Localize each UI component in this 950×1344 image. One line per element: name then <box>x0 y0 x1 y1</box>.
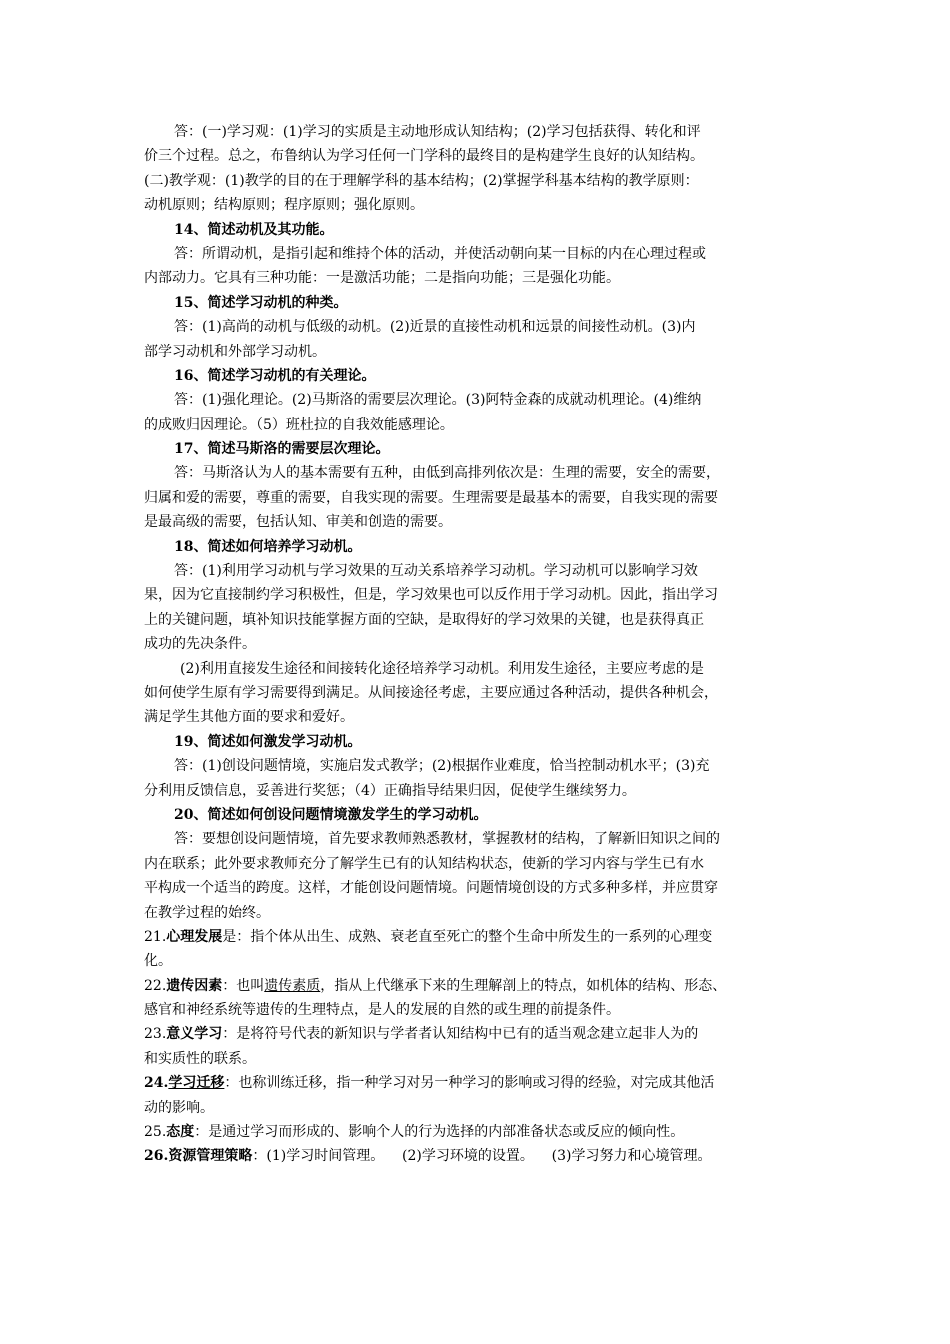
definition-26 <box>144 1144 808 1168</box>
definition-22-term: 遗传因素 <box>166 977 223 994</box>
definition-25-text: ：是通过学习而形成的、影响个人的行为选择的内部准备状态或反应的倾向性。 <box>194 1124 685 1141</box>
answer-19-line-1: 答：(1)创设问题情境，实施启发式教学；(2)根据作业难度，恰当控制动机水平；(3)充 <box>174 758 710 775</box>
definition-22 <box>144 974 808 998</box>
document-page <box>144 120 808 1169</box>
definition-24-number: 24. <box>144 1075 169 1092</box>
answer-15-line-1: 答：(1)高尚的动机与低级的动机。(2)近景的直接性动机和远景的间接性动机。(3)内 <box>174 319 696 336</box>
answer-17-line-1: 答：马斯洛认为人的基本需要有五种，由低到高排列依次是：生理的需要，安全的需要， <box>174 465 720 482</box>
answer-16-line-1: 答：(1)强化理论。(2)马斯洛的需要层次理论。(3)阿特金森的成就动机理论。(4)维纳 <box>174 392 702 409</box>
definition-25-term: 态度 <box>166 1124 195 1141</box>
answer-13-line-1: 答：(一)学习观：(1)学习的实质是主动地形成认知结构；(2)学习包括获得、转化和评 <box>174 124 701 140</box>
definition-25 <box>144 1120 808 1144</box>
definition-22-text: ，指从上代继承下来的生理解剖上的特点，如机体的结构、形态、 <box>320 977 727 994</box>
answer-14-line-2: 内部动力。它具有三种功能：一是激活功能；二是指向功能；三是强化功能。 <box>144 270 620 287</box>
definition-26-text: ：(1)学习时间管理。 (2)学习环境的设置。 (3)学习努力和心境管理。 <box>252 1148 712 1165</box>
question-19-heading: 19、简述如何激发学习动机。 <box>174 733 362 750</box>
answer-13-line-2: 价三个过程。总之，布鲁纳认为学习任何一门学科的最终目的是构建学生良好的认知结构。 <box>144 148 704 165</box>
definition-22-number: 22. <box>144 977 167 994</box>
answer-18-line-3: 上的关键问题，填补知识技能掌握方面的空缺，是取得好的学习效果的关键，也是获得真正 <box>144 611 704 628</box>
answer-20-line-4: 在教学过程的始终。 <box>144 904 270 921</box>
definition-24-term[interactable]: 学习迁移 <box>168 1075 225 1092</box>
definition-21-number: 21. <box>144 928 167 945</box>
definition-24-text: ：也称训练迁移，指一种学习对另一种学习的影响或习得的经验，对完成其他活 <box>224 1075 715 1092</box>
answer-18-line-6: 如何使学生原有学习需要得到满足。从间接途径考虑，主要应通过各种活动，提供各种机会， <box>144 684 718 701</box>
definition-24 <box>144 1071 808 1095</box>
definition-22-cont: 感官和神经系统等遗传的生理特点，是人的发展的自然的或生理的前提条件。 <box>144 1002 620 1019</box>
answer-13-line-4: 动机原则；结构原则；程序原则；强化原则。 <box>144 197 424 214</box>
answer-18-line-2: 果，因为它直接制约学习积极性，但是，学习效果也可以反作用于学习动机。因此，指出学习 <box>144 587 718 604</box>
answer-20-line-1: 答：要想创设问题情境，首先要求教师熟悉教材，掌握教材的结构，了解新旧知识之间的 <box>174 831 720 848</box>
question-18-heading: 18、简述如何培养学习动机。 <box>174 538 362 555</box>
definition-22-prefix: ：也叫 <box>222 977 265 994</box>
definition-26-number: 26. <box>144 1148 169 1165</box>
definition-26-term: 资源管理策略 <box>168 1148 253 1165</box>
answer-20-line-3: 平构成一个适当的跨度。这样，才能创设问题情境。问题情境创设的方式多种多样，并应贯穿 <box>144 880 718 897</box>
definition-23-number: 23. <box>144 1026 167 1043</box>
answer-20-line-2: 内在联系；此外要求教师充分了解学生已有的认知结构状态，使新的学习内容与学生已有水 <box>144 855 704 872</box>
definition-21-term: 心理发展 <box>166 928 223 945</box>
question-14-heading: 14、简述动机及其功能。 <box>174 221 334 238</box>
answer-18-line-1: 答：(1)利用学习动机与学习效果的互动关系培养学习动机。学习动机可以影响学习效 <box>174 563 698 580</box>
definition-25-number: 25. <box>144 1124 167 1141</box>
question-16-heading: 16、简述学习动机的有关理论。 <box>174 367 376 384</box>
definition-21 <box>144 925 808 949</box>
definition-22-link[interactable]: 遗传素质 <box>264 977 321 994</box>
answer-13-line-3: (二)教学观：(1)教学的目的在于理解学科的基本结构；(2)掌握学科基本结构的教学原则： <box>144 172 699 189</box>
answer-17-line-3: 是最高级的需要，包括认知、审美和创造的需要。 <box>144 514 452 531</box>
answer-18-line-4: 成功的先决条件。 <box>144 636 256 653</box>
question-17-heading: 17、简述马斯洛的需要层次理论。 <box>174 441 390 458</box>
definition-24-cont: 动的影响。 <box>144 1099 214 1116</box>
answer-16-line-2: 的成败归因理论。（5）班杜拉的自我效能感理论。 <box>144 416 454 433</box>
definition-21-text: 是：指个体从出生、成熟、衰老直至死亡的整个生命中所发生的一系列的心理变 <box>222 928 713 945</box>
answer-19-line-2: 分利用反馈信息，妥善进行奖惩；（4）正确指导结果归因，促使学生继续努力。 <box>144 782 636 799</box>
answer-14-line-1: 答：所谓动机，是指引起和维持个体的活动，并使活动朝向某一目标的内在心理过程或 <box>174 245 706 262</box>
question-15-heading: 15、简述学习动机的种类。 <box>174 294 348 311</box>
definition-23 <box>144 1022 808 1046</box>
definition-23-cont: 和实质性的联系。 <box>144 1050 256 1067</box>
answer-18-line-7: 满足学生其他方面的要求和爱好。 <box>144 709 354 726</box>
definition-23-term: 意义学习 <box>166 1026 223 1043</box>
definition-21-cont: 化。 <box>144 953 172 970</box>
question-20-heading: 20、简述如何创设问题情境激发学生的学习动机。 <box>174 806 488 823</box>
answer-18-line-5: (2)利用直接发生途径和间接转化途径培养学习动机。利用发生途径，主要应考虑的是 <box>180 660 704 677</box>
answer-15-line-2: 部学习动机和外部学习动机。 <box>144 343 326 360</box>
answer-17-line-2: 归属和爱的需要，尊重的需要，自我实现的需要。生理需要是最基本的需要，自我实现的需要 <box>144 489 718 506</box>
definition-23-text: ：是将符号代表的新知识与学者者认知结构中已有的适当观念建立起非人为的 <box>222 1026 699 1043</box>
